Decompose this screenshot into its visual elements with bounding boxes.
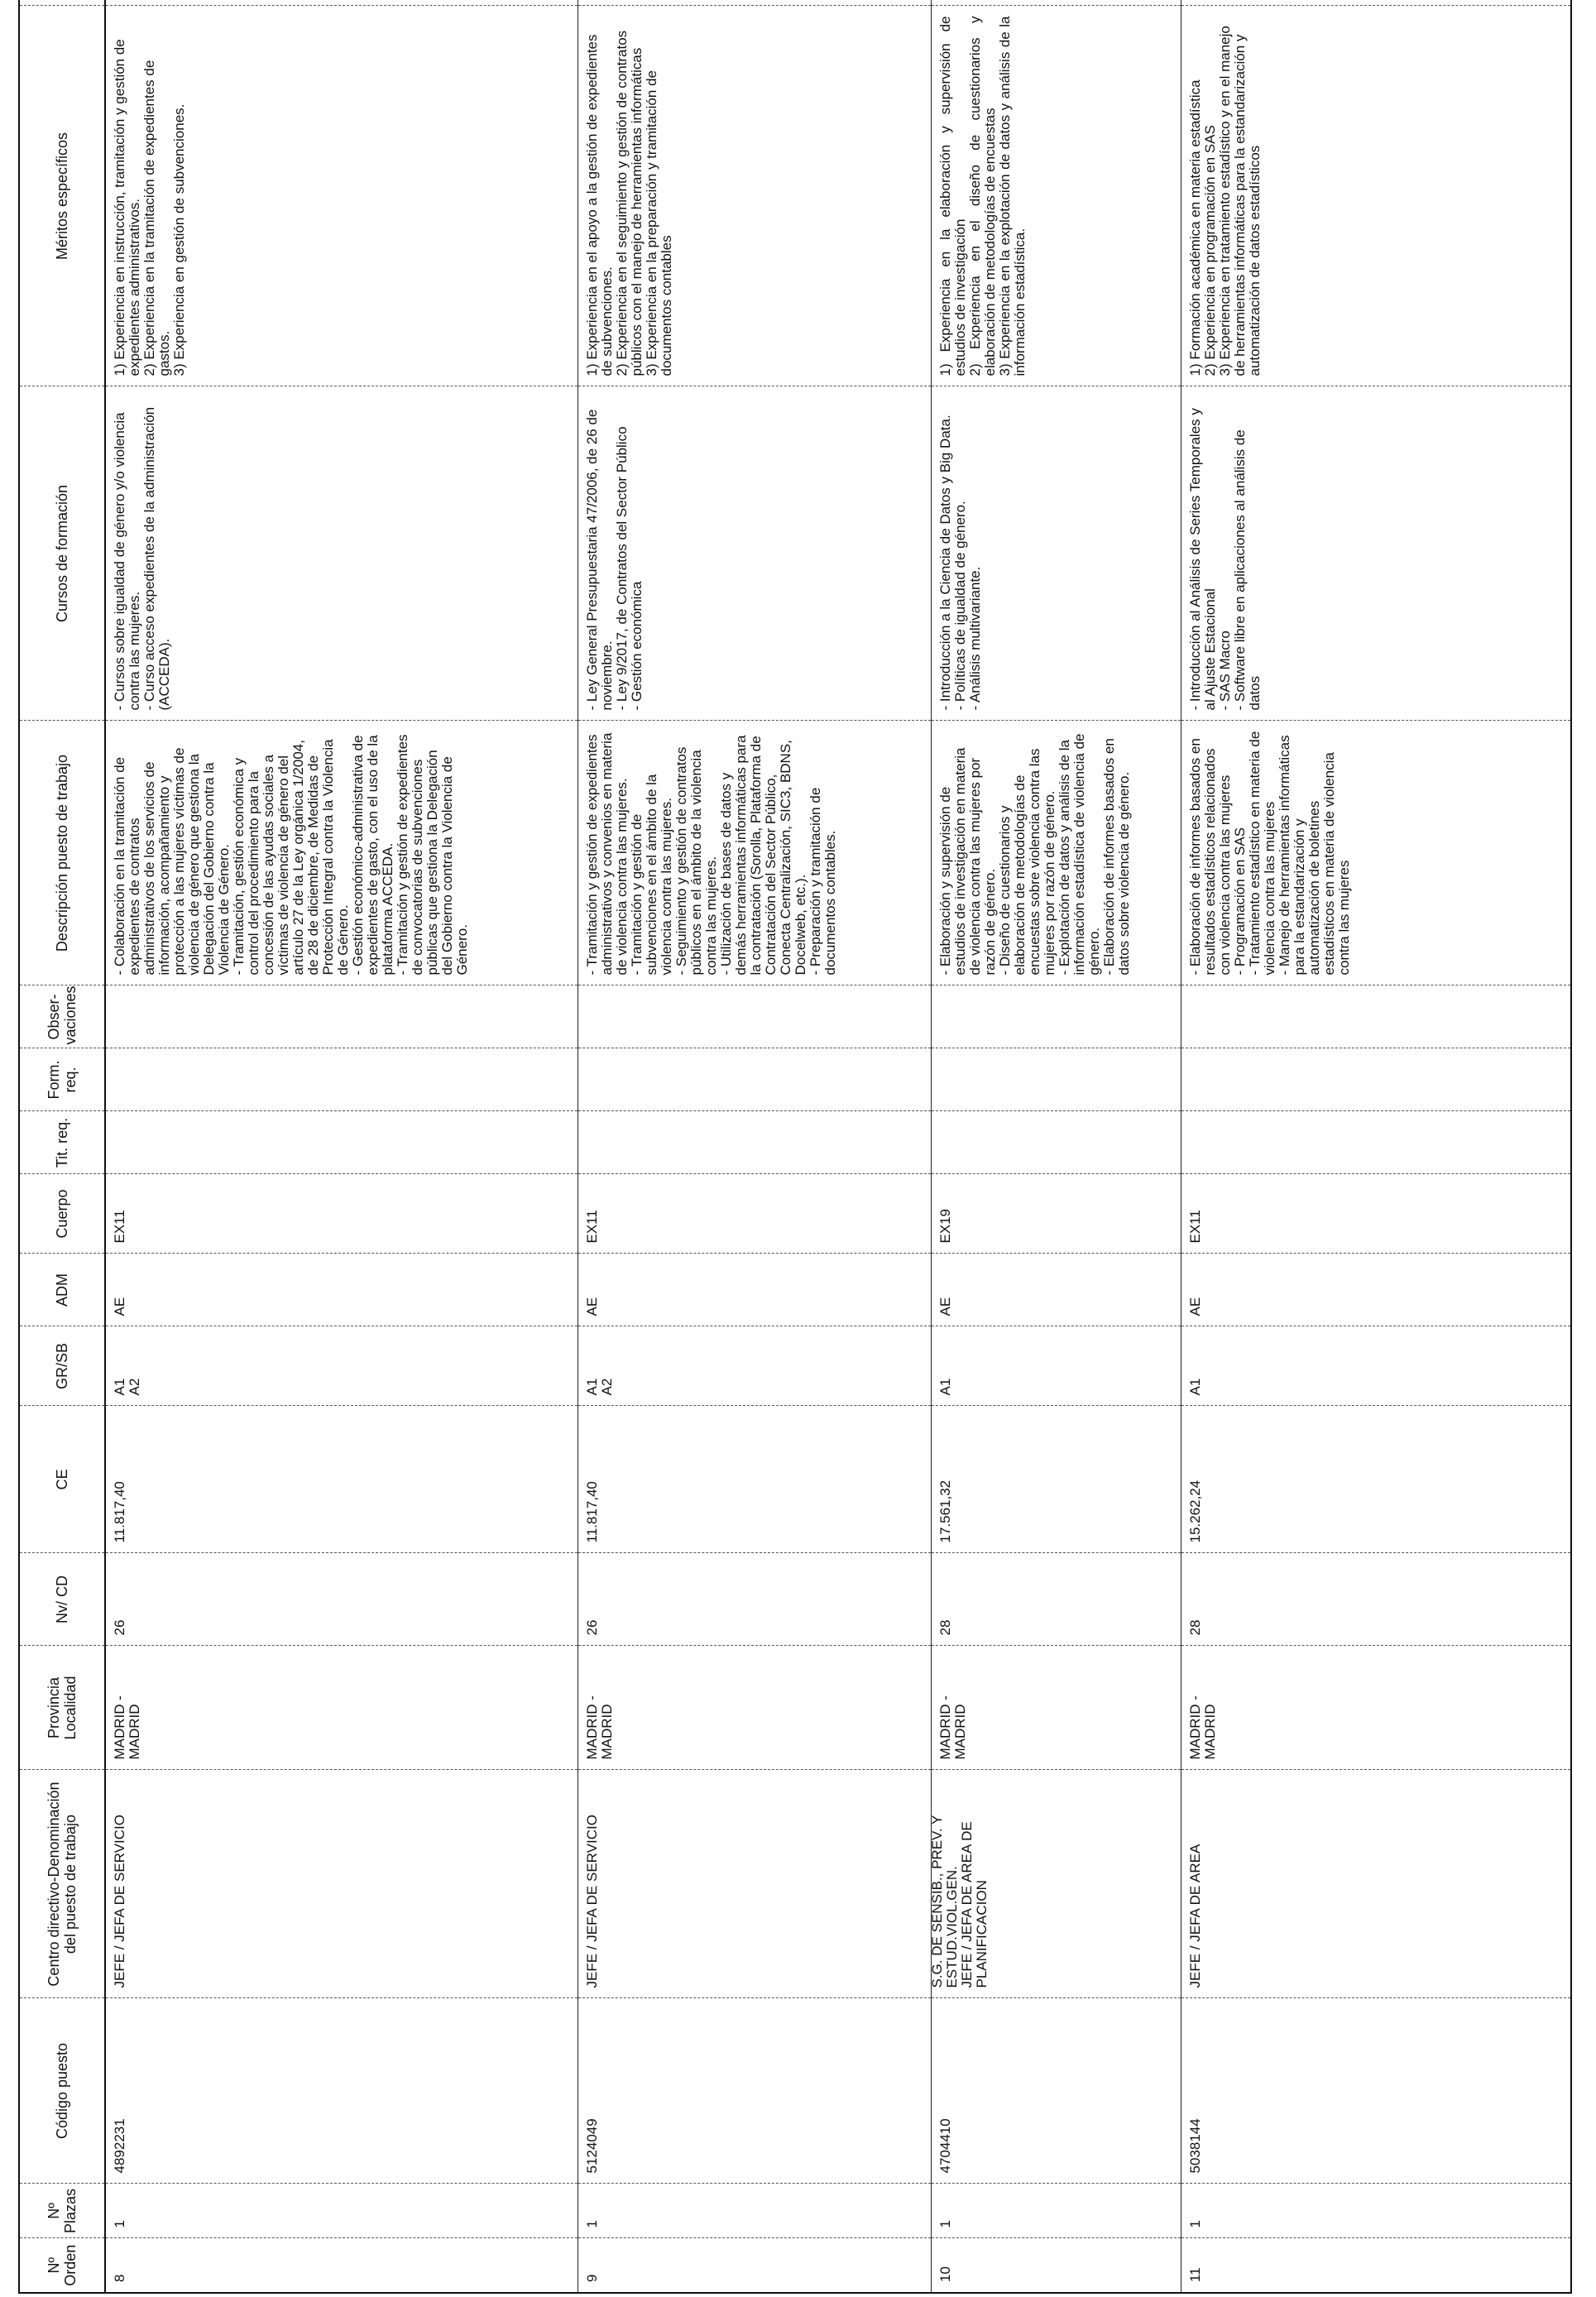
cell-cursos: - Ley General Presupuestaria 47/2006, de 26 de noviembre. - Ley 9/2017, de Contratos del Sector Público - Gestión económica <box>578 386 931 721</box>
cell-ce: 11.817,40 <box>578 1406 931 1553</box>
denominacion: JEFE / JEFA DE SERVICIO <box>583 1815 600 1988</box>
cell-meritos: 1) Formación académica en materia estadística 2) Experiencia en programación en SAS 3) Experiencia en tratamiento estadístico y en el manejo de herramientas informáticas para la estandarización y automatización de datos estadísticos <box>1181 6 1571 386</box>
cell-codigo: 4704410 <box>931 1998 1181 2184</box>
cell-descripcion: - Elaboración de informes basados en resultados estadísticos relacionados con violencia contra las mujeres - Programación en SAS - Tratamiento estadístico en materia de violencia contra las mujeres - Manejo de herramientas informáticas para la estandarización y automatización de boletines estadísticos en materia de violencia contra las mujeres <box>1181 721 1571 985</box>
cell-grupo: A1 A2 <box>105 1326 578 1406</box>
cell-grupo: A1 <box>1181 1326 1571 1406</box>
cell-plazas: 1 <box>1181 2184 1571 2238</box>
cell-provincia: MADRID - MADRID <box>578 1646 931 1770</box>
cell-nivel: 28 <box>931 1553 1181 1646</box>
denominacion: JEFE / JEFA DE SERVICIO <box>112 1815 127 1988</box>
cell-plazas: 1 <box>578 2184 931 2238</box>
cell-adm: AE <box>931 1254 1181 1326</box>
table-row <box>578 0 931 2293</box>
cell-plazas: 1 <box>105 2184 578 2238</box>
cell-max <box>1181 0 1571 6</box>
cell-ce: 17.561,32 <box>931 1406 1181 1553</box>
header-row <box>19 0 105 2293</box>
header-tit: Tit. req. <box>19 1111 105 1174</box>
cell-centro <box>928 1770 1181 1998</box>
table-row <box>1181 0 1571 2293</box>
cell-provincia: MADRID - MADRID <box>105 1646 578 1770</box>
cell-obs <box>931 985 1181 1048</box>
cell-adm: AE <box>105 1254 578 1326</box>
header-obs: Obser-vaciones <box>19 985 105 1048</box>
cell-descripcion: - Elaboración y supervisión de estudios de investigación en materia de violencia contra las mujeres por razón de género. - Diseño de cuestionarios y elaboración de metodologías de encuestas sobre violencia contra las mujeres por razón de género. - Explotación de datos y análisis de la información estadística de violencia de género. - Elaboración de informes basados en datos sobre violencia de género. <box>931 721 1181 985</box>
header-grupo: GR/SB <box>19 1326 105 1406</box>
table-row <box>931 0 1181 2293</box>
cell-form <box>105 1048 578 1111</box>
cell-adm: AE <box>1181 1254 1571 1326</box>
cell-orden: 11 <box>1181 2238 1571 2293</box>
cell-provincia: MADRID - MADRID <box>931 1646 1181 1770</box>
header-max <box>19 0 105 6</box>
cell-cuerpo: EX11 <box>578 1174 931 1254</box>
cell-meritos: 1) Experiencia en el apoyo a la gestión de expedientes de subvenciones. 2) Experiencia en el seguimiento y gestión de contratos públicos con el manejo de herramientas informáticas 3) Experiencia en la preparación y tramitación de documentos contables <box>578 6 931 386</box>
cell-grupo: A1 A2 <box>578 1326 931 1406</box>
header-cuerpo: Cuerpo <box>19 1174 105 1254</box>
cell-descripcion: - Colaboración en la tramitación de expedientes de contratos administrativos de los servicios de información, acompañamiento y protección a las mujeres víctimas de violencia de género que gestiona la Delegación del Gobierno contra la Violencia de Género. - Tramitación, gestión económica y control del procedimiento para la concesión de las ayudas sociales a víctimas de violencia de género del artículo 27 de la Ley orgánica 1/2004, de 28 de diciembre, de Medidas de Protección Integral contra la Violencia de Género. - Gestión económico-administrativa de expedientes de gasto, con el uso de la plataforma ACCEDA. - Tramitación y gestión de expedientes de convocatorias de subvenciones públicas que gestiona la Delegación del Gobierno contra la Violencia de Género. <box>105 721 578 985</box>
cell-ce: 11.817,40 <box>105 1406 578 1553</box>
cell-codigo: 5124049 <box>578 1998 931 2184</box>
cell-cursos: - Introducción a la Ciencia de Datos y Big Data. - Políticas de igualdad de género. - Análisis multivariante. <box>931 386 1181 721</box>
cell-max <box>105 0 578 6</box>
header-meritos: Méritos específicos <box>19 6 105 386</box>
header-form: Form. req. <box>19 1048 105 1111</box>
cell-obs <box>578 985 931 1048</box>
cell-provincia: MADRID - MADRID <box>1181 1646 1571 1770</box>
header-plazas: Nº Plazas <box>19 2184 105 2238</box>
cell-max <box>931 0 1181 6</box>
header-adm: ADM <box>19 1254 105 1326</box>
cell-plazas: 1 <box>931 2184 1181 2238</box>
header-orden: Nº Orden <box>19 2238 105 2293</box>
header-centro: Centro directivo-Denominación del puesto de trabajo <box>19 1770 105 1998</box>
cell-orden: 9 <box>578 2238 931 2293</box>
header-cursos: Cursos de formación <box>19 386 105 721</box>
cell-obs <box>105 985 578 1048</box>
cell-tit <box>1181 1111 1571 1174</box>
cell-tit <box>105 1111 578 1174</box>
cell-cuerpo: EX11 <box>105 1174 578 1254</box>
denominacion: JEFE / JEFA DE AREA <box>1187 1844 1204 1988</box>
cell-nivel: 26 <box>578 1553 931 1646</box>
cell-form <box>578 1048 931 1111</box>
cell-ce: 15.262,24 <box>1181 1406 1571 1553</box>
table-row <box>105 0 578 2293</box>
cell-cuerpo: EX19 <box>931 1174 1181 1254</box>
denominacion: JEFE / JEFA DE AREA DE PLANIFICACION <box>958 1821 990 1988</box>
cell-codigo: 5038144 <box>1181 1998 1571 2184</box>
header-nivel: Nv/ CD <box>19 1553 105 1646</box>
header-ce: CE <box>19 1406 105 1553</box>
cell-centro <box>578 1770 931 1998</box>
cell-centro <box>1181 1770 1571 1998</box>
cell-form <box>1181 1048 1571 1111</box>
cell-form <box>931 1048 1181 1111</box>
cell-centro <box>105 1770 578 1998</box>
cell-orden: 10 <box>931 2238 1181 2293</box>
cell-codigo: 4892231 <box>105 1998 578 2184</box>
cell-tit <box>931 1111 1181 1174</box>
centro-directivo: S.G. DE SENSIB., PREV. Y ESTUD.VIOL.GEN. <box>928 1815 960 1988</box>
header-provincia: Provincia Localidad <box>19 1646 105 1770</box>
job-posts-table <box>18 0 1572 2294</box>
cell-meritos: 1) Experiencia en instrucción, tramitación y gestión de expedientes administrativos. 2) Experiencia en la tramitación de expedientes de gastos. 3) Experiencia en gestión de subvenciones. <box>105 6 578 386</box>
cell-tit <box>578 1111 931 1174</box>
cell-cuerpo: EX11 <box>1181 1174 1571 1254</box>
cell-cursos: - Cursos sobre igualdad de género y/o violencia contra las mujeres. - Curso acceso expedientes de la administración (ACCEDA). <box>105 386 578 721</box>
header-codigo: Código puesto <box>19 1998 105 2184</box>
cell-adm: AE <box>578 1254 931 1326</box>
cell-obs <box>1181 985 1571 1048</box>
cell-meritos: 1) Experiencia en la elaboración y supervisión de estudios de investigación 2) Experiencia en el diseño de cuestionarios y elaboración de metodologías de encuestas 3) Experiencia en la explotación de datos y análisis de la información estadística. <box>931 6 1181 386</box>
cell-nivel: 28 <box>1181 1553 1571 1646</box>
cell-nivel: 26 <box>105 1553 578 1646</box>
cell-descripcion: - Tramitación y gestión de expedientes administrativos y convenios en materia de violencia contra las mujeres. - Tramitación y gestión de subvenciones en el ámbito de la violencia contra las mujeres. - Seguimiento y gestión de contratos públicos en el ámbito de la violencia contra las mujeres. - Utilización de bases de datos y demás herramientas informáticas para la contratación (Sorolla, Plataforma de Contratación del Sector Público, Conecta Centralización, SIC3, BDNS, Docelweb, etc.). - Preparación y tramitación de documentos contables. <box>578 721 931 985</box>
cell-grupo: A1 <box>931 1326 1181 1406</box>
cell-cursos: - Introducción al Análisis de Series Temporales y al Ajuste Estacional - SAS Macro - Software libre en aplicaciones al análisis de datos <box>1181 386 1571 721</box>
cell-max <box>578 0 931 6</box>
header-descripcion: Descripción puesto de trabajo <box>19 721 105 985</box>
cell-orden: 8 <box>105 2238 578 2293</box>
